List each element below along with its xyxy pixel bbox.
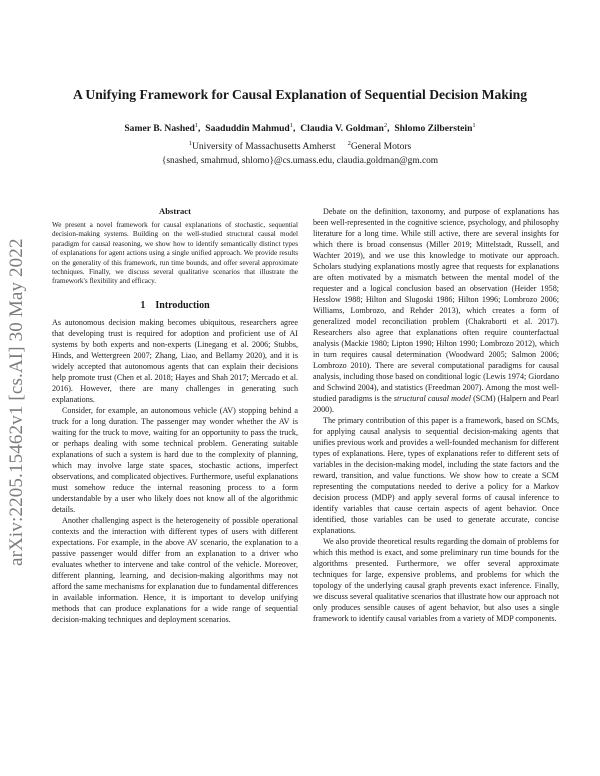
paper-title: A Unifying Framework for Causal Explanation of Sequential Decision Making xyxy=(72,87,528,102)
section-heading xyxy=(52,300,298,311)
affiliation-name: General Motors xyxy=(350,141,412,153)
body-paragraph: Consider, for example, an autonomous vehicle (AV) stopping behind a truck for a long duration. The passenger may wonder whether the AV is waiting for the truck to move, waiting for an opportunity to pass the truck, or perhaps dealing with some technical problem. Generating suitable explanations of such a system is hard due to the complexity of planning, which may involve large state spaces, stochastic actions, imperfect observations, and complicated objectives. Furthermore, useful explanations must somehow reduce the internal reasoning process to a form understandable by a user who likely does not know all of the algorithmic details. xyxy=(52,405,298,514)
paragraph-text: Debate on the definition, taxonomy, and purpose of explanations has been well-represented in the cognitive science, psychology, and philosophy literature for a long time. While still active, there are several insights for which there is broad consensus (Miller 2019; Mittelstadt, Russell, and Wachter 2019), and we use this knowledge to motivate our approach. Scholars studying explanations mostly agree that requests for explanations are often motivated by a mismatch between the mental model of the requester and a logical conclusion based an observation (Heider 1958; Hesslow 1988; Hilton and Slugoski 1986; Hilton 1996; Lombrozo 2006; Williams, Lombrozo, and Rehder 2013), which creates a form of generalized model reconciliation problem (Chakraborti et al. 2017). Researchers also agree that explanations often require counterfactual analysis (Mackie 1980; Lipton 1990; Hilton 1990; Lombrozo 2012), which in turn requires causal determination (Woodward 2005; Salmon 2006; Lombrozo 2010). There are several computational paradigms for causal analysis, including those based on conditional logic (Lewis 1974; Giordano and Schwind 2004), and statistics (Freedman 2007). Among the most well-studied paradigms is the xyxy=(313,207,559,403)
author-list: Samer B. Nashed$^1$, Saaduddin Mahmud$^1$, Claudia V. Goldman$^2$, Shlomo Zilberstein$^1$ xyxy=(124,122,476,135)
abstract-text: We present a novel framework for causal explanations of stochastic, sequential decision-making systems. Building on the well-studied structural causal model paradigm for causal reasoning, we show how to identify semantically distinct types of explanations for agent actions using a single unified approach. We provide results on the generality of this framework, run time bounds, and offer several approximate techniques. Finally, we discuss several qualitative scenarios that illustrate the framework's flexibility and efficacy. xyxy=(52,221,298,286)
author-name: Shlomo Zilberstein xyxy=(394,123,473,135)
author-name: Claudia V. Goldman xyxy=(300,123,384,135)
abstract-heading: Abstract xyxy=(159,206,191,216)
section-number: 1 xyxy=(140,299,146,311)
affiliation-mark: 1 xyxy=(289,122,294,129)
right-column xyxy=(313,206,559,624)
affiliation-mark: 2 xyxy=(383,122,388,129)
body-paragraph: As autonomous decision making becomes ubiquitous, researchers agree that developing trust is required for adoption and proficient use of AI systems by both experts and non-experts (Linegang et al. 2006; Stubbs, Hinds, and Wettergreen 2007; Zhang, Liao, and Bellamy 2020), and it is widely accepted that autonomous agents that can explain their decisions help promote trust (Chen et al. 2018; Hayes and Shah 2017; Mercado et al. 2016). However, there are many challenges in generating such explanations. xyxy=(52,317,298,404)
body-paragraph: Another challenging aspect is the heterogeneity of possible operational contexts and the interaction with different types of users with different expectations. For example, in the above AV scenario, the explanation to a passive passenger would differ from an explanation to a driver who evaluates whether to intervene and take control of the vehicle. Moreover, different planning, learning, and decision-making algorithms may not afford the same mechanisms for explanation due to fundamental differences in available information. Hence, it is important to develop unifying methods that can produce explanations for a wide range of sequential decision-making techniques and deployment scenarios. xyxy=(52,515,298,624)
left-column xyxy=(52,206,298,625)
affiliation-list xyxy=(40,140,560,152)
author-name: Saaduddin Mahmud xyxy=(205,123,290,135)
author-emails: {snashed, smahmud, shlomo}@cs.umass.edu, claudia.goldman@gm.com xyxy=(161,156,439,166)
body-paragraph: We also provide theoretical results regarding the domain of problems for which this method is exact, and some preliminary run time bounds for the algorithms presented. Furthermore, we offer several approximate techniques for large, expensive problems, and problems for which the topology of the underlying causal graph prevents exact inference. Finally, we discuss several qualitative scenarios that illustrate how our approach not only produces sensible causes of agent behavior, but also uses a single framework to identify causal variables from a variety of MDP components. xyxy=(313,537,559,623)
section-title: Introduction xyxy=(155,299,210,311)
body-paragraph: The primary contribution of this paper is a framework, based on SCMs, for applying causal analysis to sequential decision-making agents that unifies previous work and provides a well-founded mechanism for different types of explanations. Here, types of explanations refer to different sets of variables in the decision-making model, including the state factors and the reward, transition, and value functions. We show how to create a SCM representing the computations needed to derive a policy for a Markov decision process (MDP) and apply several forms of causal inference to identify variables that cause certain aspects of agent behavior. Once identified, those variables can be used to generate accurate, concise explanations. xyxy=(313,416,559,535)
affiliation-mark: 2 xyxy=(347,140,351,147)
body-paragraph xyxy=(313,206,559,415)
affiliation-name: University of Massachusetts Amherst xyxy=(191,141,336,153)
emphasized-term: structural causal model xyxy=(393,394,471,403)
affiliation-mark: 1 xyxy=(472,122,476,129)
affiliation-mark: 1 xyxy=(194,122,199,129)
affiliation-mark: 1 xyxy=(188,140,192,147)
paragraph-text: (SCM) (Halpern and Pearl 2000). xyxy=(313,394,559,414)
author-name: Samer B. Nashed xyxy=(124,123,195,135)
arxiv-identifier: arXiv:2205.15462v1 [cs.AI] 30 May 2022 xyxy=(6,238,27,566)
